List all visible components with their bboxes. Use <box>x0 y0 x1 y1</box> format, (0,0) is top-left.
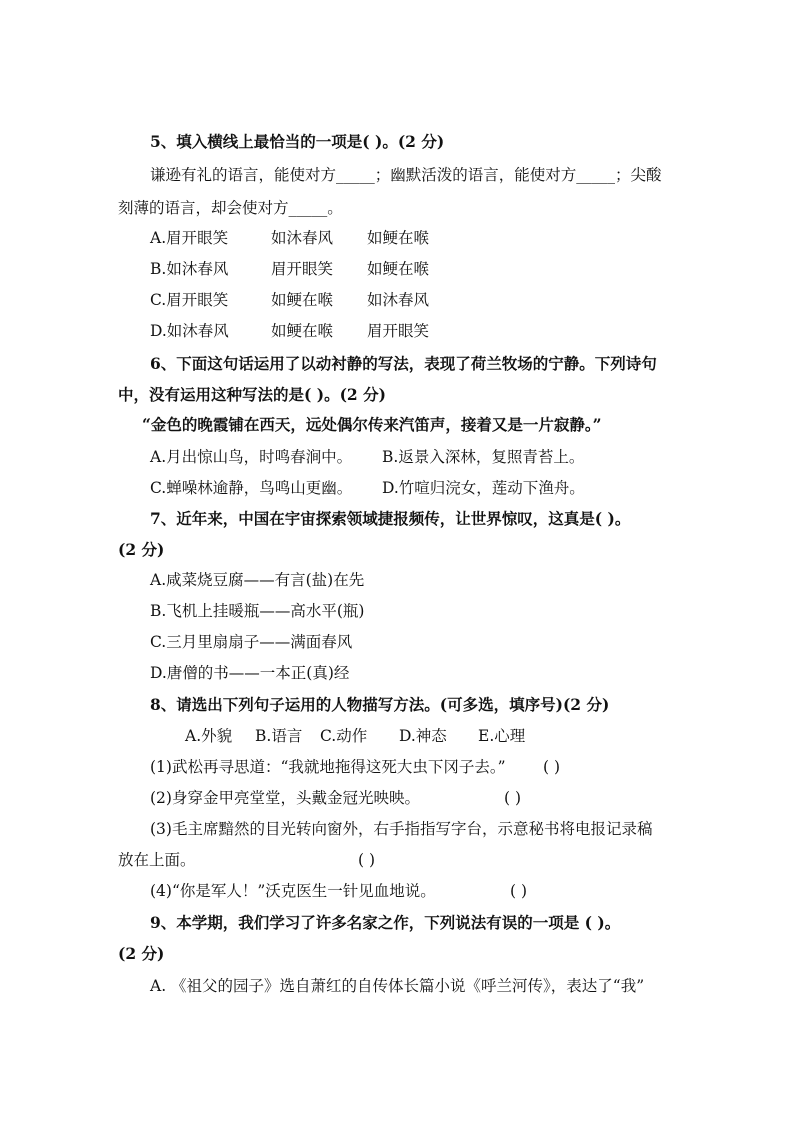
q6-options-row2 <box>150 478 585 498</box>
q8-item-4-text: (4)“你是军人！”沃克医生一针见血地说。 <box>150 882 436 900</box>
q6-option-a: A.月出惊山鸟，时鸣春涧中。 <box>150 448 353 466</box>
q5-option-c <box>150 290 430 310</box>
q8-choice-e: E.心理 <box>478 727 526 745</box>
q8-item-3-blank[interactable]: ( ) <box>358 851 376 869</box>
q8-item-2-blank[interactable]: ( ) <box>504 789 522 807</box>
q5-option-c-1: C.眉开眼笑 <box>150 291 229 309</box>
q9-title-line2: (2 分) <box>118 944 165 963</box>
q8-item-3-cont <box>118 850 376 870</box>
q6-options-row1 <box>150 447 585 467</box>
q5-option-d-2: 如鲠在喉 <box>271 322 334 340</box>
q8-item-4 <box>150 881 528 901</box>
q8-choice-a: A.外貌 <box>185 727 233 745</box>
q8-item-3-cont-text: 放在上面。 <box>118 851 196 869</box>
q8-choice-c: C.动作 <box>320 727 368 745</box>
q8-item-1-text: (1)武松再寻思道：“我就地拖得这死大虫下冈子去。” <box>150 758 506 776</box>
q5-option-a-2: 如沐春风 <box>271 229 334 247</box>
q5-option-c-2: 如鲠在喉 <box>271 291 334 309</box>
q5-stem-line1: 谦逊有礼的语言，能使对方_____；幽默活泼的语言，能使对方_____；尖酸 <box>150 166 662 184</box>
q5-option-a-3: 如鲠在喉 <box>367 229 430 247</box>
q5-option-b-1: B.如沐春风 <box>150 260 229 278</box>
q5-stem-line2: 刻薄的语言，却会使对方_____。 <box>118 199 343 217</box>
q9-option-a: A. 《祖父的园子》选自萧红的自传体长篇小说《呼兰河传》，表达了“我” <box>150 977 645 995</box>
q8-choices <box>185 726 526 746</box>
q5-option-d-1: D.如沐春风 <box>150 322 229 340</box>
q5-option-d <box>150 321 430 341</box>
q8-item-2-text: (2)身穿金甲亮堂堂，头戴金冠光映映。 <box>150 789 420 807</box>
q5-title: 5、填入横线上最恰当的一项是( )。(2 分) <box>150 132 445 151</box>
q8-choice-d: D.神态 <box>399 727 447 745</box>
q6-option-c: C.蝉噪林逾静，鸟鸣山更幽。 <box>150 479 353 497</box>
q7-option-d: D.唐僧的书——一本正(真)经 <box>150 664 350 682</box>
q6-title-line1: 6、下面这句话运用了以动衬静的写法，表现了荷兰牧场的宁静。下列诗句 <box>150 354 657 373</box>
q5-option-c-3: 如沐春风 <box>367 291 430 309</box>
q7-title-line1: 7、近年来，中国在宇宙探索领域捷报频传，让世界惊叹，这真是( )。 <box>150 509 631 528</box>
q5-option-b <box>150 259 430 279</box>
q7-option-c: C.三月里扇扇子——满面春风 <box>150 633 353 651</box>
q5-option-d-3: 眉开眼笑 <box>367 322 430 340</box>
q5-option-a <box>150 228 430 248</box>
q6-title-line2: 中，没有运用这种写法的是( )。(2 分) <box>118 385 386 404</box>
q9-title-line1: 9、本学期，我们学习了许多名家之作，下列说法有误的一项是 ( )。 <box>150 913 621 932</box>
q5-option-b-3: 如鲠在喉 <box>367 260 430 278</box>
q7-option-b: B.飞机上挂暖瓶——高水平(瓶) <box>150 602 365 620</box>
q5-option-b-2: 眉开眼笑 <box>271 260 334 278</box>
q6-option-d: D.竹喧归浣女，莲动下渔舟。 <box>382 479 585 497</box>
q8-choice-b: B.语言 <box>255 727 303 745</box>
q7-title-line2: (2 分) <box>118 540 165 559</box>
q6-option-b: B.返景入深林，复照青苔上。 <box>382 448 585 466</box>
q6-quote: “金色的晚霞铺在西天，远处偶尔传来汽笛声，接着又是一片寂静。” <box>142 415 602 434</box>
q7-option-a: A.咸菜烧豆腐——有言(盐)在先 <box>150 571 365 589</box>
q8-item-1-blank[interactable]: ( ) <box>543 758 561 776</box>
q8-item-3: (3)毛主席黯然的目光转向窗外，右手指指写字台，示意秘书将电报记录稿 <box>150 820 653 838</box>
q5-option-a-1: A.眉开眼笑 <box>150 229 229 247</box>
q8-item-2 <box>150 788 522 808</box>
q8-item-4-blank[interactable]: ( ) <box>510 882 528 900</box>
q8-title: 8、请选出下列句子运用的人物描写方法。(可多选，填序号)(2 分) <box>150 695 610 714</box>
q8-item-1 <box>150 757 561 777</box>
